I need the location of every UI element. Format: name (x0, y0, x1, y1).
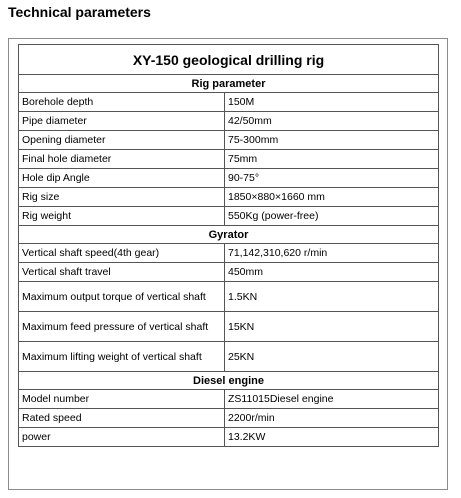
param-label: Maximum feed pressure of vertical shaft (19, 312, 225, 342)
table-row (19, 428, 439, 447)
spec-table (18, 44, 439, 447)
param-value: 1.5KN (225, 282, 439, 312)
table-row (19, 342, 439, 372)
table-row (19, 188, 439, 207)
table-title: XY-150 geological drilling rig (19, 45, 439, 75)
section-header (19, 75, 439, 93)
section-name-diesel: Diesel engine (19, 372, 439, 390)
param-label: Vertical shaft travel (19, 263, 225, 282)
param-label: Opening diameter (19, 131, 225, 150)
table-title-row (19, 45, 439, 75)
table-row (19, 244, 439, 263)
param-label: Rated speed (19, 409, 225, 428)
table-row (19, 312, 439, 342)
param-value: 90-75° (225, 169, 439, 188)
param-value: 550Kg (power-free) (225, 207, 439, 226)
param-value: 1850×880×1660 mm (225, 188, 439, 207)
table-row (19, 150, 439, 169)
section-name-rig: Rig parameter (19, 75, 439, 93)
table-row (19, 409, 439, 428)
param-label: Rig size (19, 188, 225, 207)
param-value: 13.2KW (225, 428, 439, 447)
section-header (19, 372, 439, 390)
param-value: 71,142,310,620 r/min (225, 244, 439, 263)
param-label: Pipe diameter (19, 112, 225, 131)
param-value: ZS11015Diesel engine (225, 390, 439, 409)
section-header (19, 226, 439, 244)
table-row (19, 112, 439, 131)
param-value: 15KN (225, 312, 439, 342)
table-row (19, 263, 439, 282)
param-value: 75-300mm (225, 131, 439, 150)
table-row (19, 390, 439, 409)
param-label: Maximum output torque of vertical shaft (19, 282, 225, 312)
param-value: 75mm (225, 150, 439, 169)
table-row (19, 93, 439, 112)
param-value: 42/50mm (225, 112, 439, 131)
param-label: Maximum lifting weight of vertical shaft (19, 342, 225, 372)
param-label: Hole dip Angle (19, 169, 225, 188)
param-label: Rig weight (19, 207, 225, 226)
section-name-gyrator: Gyrator (19, 226, 439, 244)
param-value: 450mm (225, 263, 439, 282)
param-value: 25KN (225, 342, 439, 372)
param-value: 2200r/min (225, 409, 439, 428)
table-row (19, 207, 439, 226)
param-label: Model number (19, 390, 225, 409)
param-label: Final hole diameter (19, 150, 225, 169)
param-label: Vertical shaft speed(4th gear) (19, 244, 225, 263)
param-label: power (19, 428, 225, 447)
param-value: 150M (225, 93, 439, 112)
page-heading: Technical parameters (8, 4, 151, 20)
table-row (19, 131, 439, 150)
table-row (19, 169, 439, 188)
param-label: Borehole depth (19, 93, 225, 112)
table-row (19, 282, 439, 312)
